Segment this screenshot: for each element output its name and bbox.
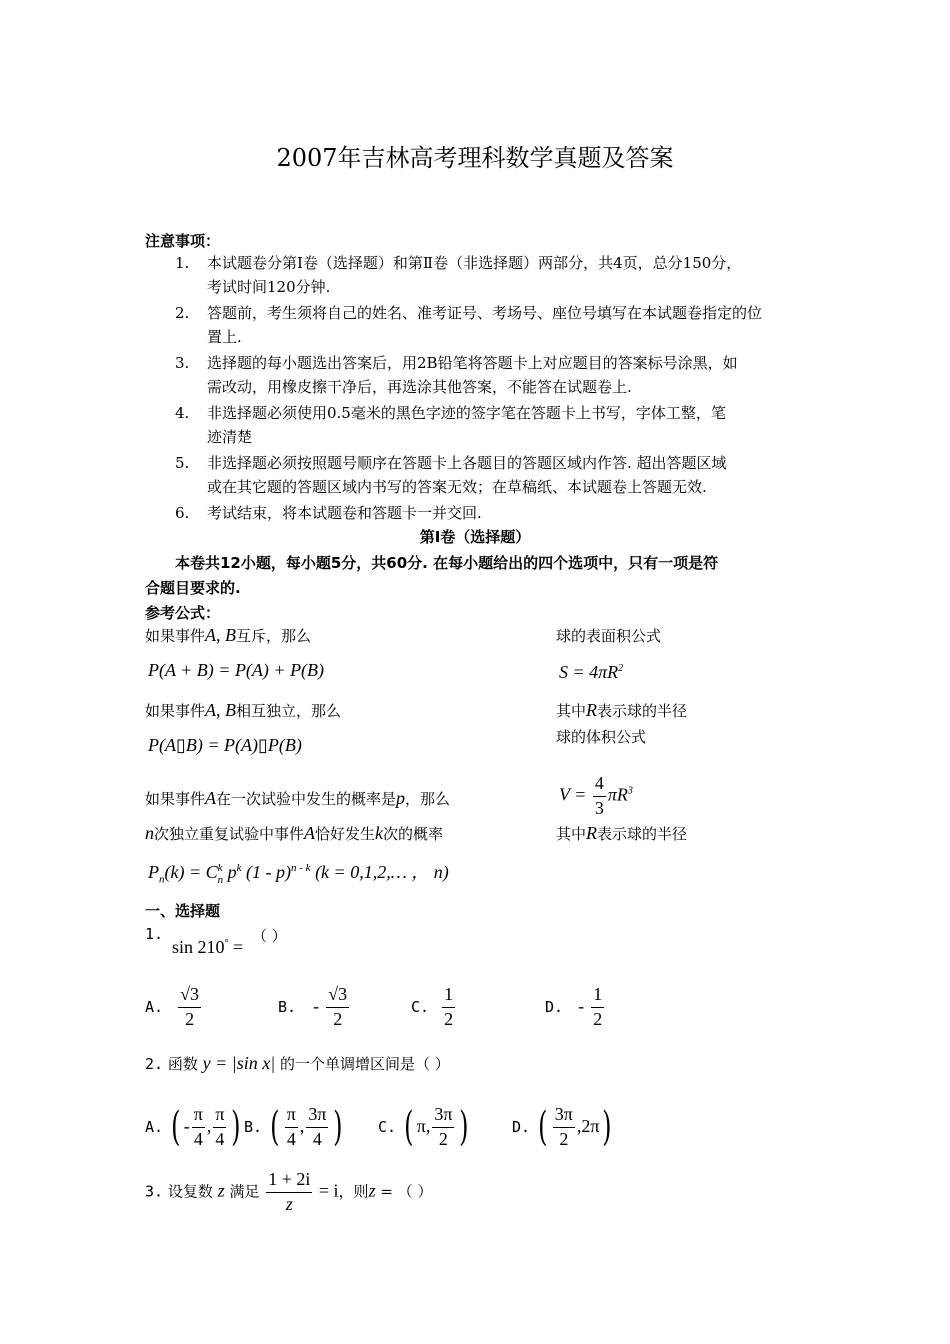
q1-option-b[interactable]: [278, 985, 351, 1030]
sphere-vol-fraction: [593, 774, 606, 819]
fraction-den: 4: [193, 1128, 203, 1149]
formulas-heading: 参考公式：: [145, 604, 221, 622]
fraction-num: π: [285, 1105, 298, 1128]
close-paren-icon: ): [459, 1104, 469, 1151]
binomial-sub-n2: n: [217, 873, 224, 886]
q2-option-a[interactable]: A. ( - $\frac{\pi}{4}$ , $\frac{\pi}{4}$ ): [145, 1104, 241, 1151]
option-label: C.: [378, 1117, 397, 1136]
notice-item-line2: 迹清楚: [207, 428, 253, 446]
q3-stem: [145, 1170, 432, 1215]
indep-text-b: 相互独立，那么: [236, 702, 342, 720]
notice-item-5: [175, 452, 815, 496]
notice-item-6: [175, 502, 815, 523]
q1-degree: °: [224, 938, 229, 949]
section-intro-line2: 合题目要求的.: [145, 579, 241, 597]
fraction-den: 4: [215, 1128, 225, 1149]
n-text-a: 次独立重复试验中事件: [154, 825, 305, 843]
q3-var-z2: z: [368, 1180, 376, 1201]
q3-text-c: ，则: [338, 1182, 369, 1201]
n-var: n: [145, 823, 154, 843]
indep-formula: P(A▯B) = P(A)▯P(B): [148, 735, 302, 755]
q1-eq: =: [228, 937, 244, 957]
close-paren-icon: ): [602, 1104, 612, 1151]
q3-text-d: = （ ）: [375, 1182, 433, 1201]
q2-number: 2.: [145, 1055, 164, 1073]
option-fraction-a: [192, 1105, 205, 1150]
q2-option-d[interactable]: [512, 1105, 615, 1150]
radius-note-b: 表示球的半径: [597, 702, 688, 720]
n-var-k: k: [375, 823, 384, 843]
open-paren-icon: (: [270, 1104, 280, 1151]
option-plain-b: ,2π: [576, 1115, 600, 1136]
q3-text-b: 满足: [229, 1182, 260, 1201]
notice-heading: 注意事项：: [145, 232, 221, 250]
close-paren-icon: ): [231, 1104, 241, 1151]
binomial-sup-nk: n - k: [291, 862, 311, 874]
q3-text-a: 设复数: [167, 1182, 213, 1201]
binomial-sup-k2: k: [236, 862, 242, 874]
notice-item-line1: 选择题的每小题选出答案后，用2B铅笔将答题卡上对应题目的答案标号涂黑，如: [207, 354, 738, 372]
indep-statement: [145, 700, 341, 721]
sphere-vol-rhs: πR: [607, 784, 628, 805]
radius-note: [556, 700, 687, 721]
trial-statement: [145, 788, 450, 809]
notice-item-number: 3.: [175, 354, 190, 372]
radius-note-a: 其中: [556, 702, 587, 720]
option-label: A.: [145, 1117, 164, 1136]
binomial-rest: (1 - p): [241, 862, 292, 882]
sphere-area-formula: [559, 662, 623, 683]
option-label: D.: [545, 997, 564, 1016]
notice-item-line1: 答题前，考生须将自己的姓名、准考证号、考场号、座位号填写在本试题卷指定的位: [207, 304, 763, 322]
option-sign: -: [578, 995, 585, 1016]
q2-option-c[interactable]: [378, 1105, 472, 1150]
notice-item-line1: 本试题卷分第Ⅰ卷（选择题）和第Ⅱ卷（非选择题）两部分，共4页，总分150分，: [207, 254, 742, 272]
q1-option-c[interactable]: [411, 985, 457, 1030]
option-fraction: [591, 985, 604, 1030]
binomial-formula: [148, 858, 449, 886]
q3-var-z: z: [217, 1180, 225, 1201]
q1-option-d[interactable]: [545, 985, 606, 1030]
close-paren-icon: ): [333, 1104, 343, 1151]
q2-option-b[interactable]: B. ( $\frac{\pi}{4}$ , $\frac{3\pi}{4}$ ): [244, 1104, 343, 1151]
notice-item-line2: 考试时间120分钟.: [207, 278, 331, 296]
option-label: D.: [512, 1117, 531, 1136]
open-paren-icon: (: [171, 1104, 181, 1151]
sphere-vol-label: 球的体积公式: [556, 728, 647, 746]
q2-text-b: 的一个单调增区间是（ ）: [279, 1055, 450, 1073]
binomial-p: P: [148, 862, 159, 882]
n-trials-statement: [145, 823, 443, 844]
notice-item-number: 6.: [175, 504, 190, 522]
fraction-num: √3: [178, 985, 201, 1008]
notice-item-line1: 考试结束，将本试题卷和答题卡一并交回.: [207, 504, 482, 522]
fraction-num: π: [213, 1105, 226, 1128]
fraction-den: 4: [312, 1128, 322, 1149]
notice-item-number: 4.: [175, 404, 190, 422]
q2-text-a: 函数: [167, 1055, 198, 1073]
sphere-vol-lhs: V =: [559, 784, 591, 805]
option-label: B.: [278, 997, 297, 1016]
q1-expr: sin 210: [172, 937, 225, 957]
indep-vars: A, B: [205, 700, 237, 720]
trial-text-b: 在一次试验中发生的概率是: [216, 790, 397, 808]
binomial-sub-n: n: [159, 873, 165, 886]
q1-expression: [172, 937, 243, 958]
fraction-num: 3π: [432, 1105, 454, 1128]
section-intro-line1: 本卷共12小题，每小题5分，共60分. 在每小题给出的四个选项中，只有一项是符: [175, 554, 719, 572]
mutex-vars: A, B: [205, 625, 237, 645]
sphere-area-sup: 2: [618, 663, 624, 674]
option-fraction-b: [432, 1105, 454, 1150]
section-heading: 第Ⅰ卷（选择题）: [419, 528, 531, 546]
page-title: 2007年吉林高考理科数学真题及答案: [276, 144, 674, 172]
mutex-statement: [145, 625, 311, 646]
fraction-num: π: [192, 1105, 205, 1128]
sphere-area-expr: S = 4πR: [559, 662, 619, 682]
fraction-num: 3π: [553, 1105, 575, 1128]
n-text-b: 恰好发生: [315, 825, 376, 843]
q1-option-a[interactable]: [145, 985, 203, 1030]
binomial-mid: (k) = C: [164, 862, 218, 882]
notice-item-number: 1.: [175, 254, 190, 272]
sphere-vol-num: 4: [593, 774, 606, 797]
radius-note2-a: 其中: [556, 825, 587, 843]
notice-item-line2: 或在其它题的答题区域内书写的答案无效；在草稿纸、本试题卷上答题无效.: [207, 478, 707, 496]
trial-text-a: 如果事件: [145, 790, 206, 808]
q3-fraction: [266, 1170, 312, 1215]
indep-text-a: 如果事件: [145, 702, 206, 720]
notice-item-line1: 非选择题必须使用0.5毫米的黑色字迹的签字笔在答题卡上书写，字体工整，笔: [207, 404, 726, 422]
fraction-den: 2: [444, 1008, 454, 1029]
q3-eq: = i: [314, 1180, 339, 1201]
open-paren-icon: (: [538, 1104, 548, 1151]
notice-item-3: [175, 352, 815, 396]
notice-item-2: [175, 302, 815, 346]
fraction-den: 2: [333, 1008, 343, 1029]
binomial-p2: p: [223, 862, 237, 882]
notice-item-line2: 需改动，用橡皮擦干净后，再选涂其他答案，不能答在试题卷上.: [207, 378, 632, 396]
q3-number: 3.: [145, 1182, 164, 1201]
option-label: B.: [244, 1117, 263, 1136]
trial-text-c: ，那么: [405, 790, 451, 808]
fraction-den: 2: [438, 1128, 448, 1149]
option-fraction: [326, 985, 349, 1030]
fraction-num: √3: [326, 985, 349, 1008]
binomial-sup-k: k: [217, 861, 223, 874]
mutex-text-b: 互斥，那么: [236, 627, 312, 645]
sphere-area-label: 球的表面积公式: [556, 627, 662, 645]
fraction-den: 2: [593, 1008, 603, 1029]
notice-item-line1: 非选择题必须按照题号顺序在答题卡上各题目的答题区域内作答. 超出答题区域: [207, 454, 727, 472]
fraction-num: 1 + 2i: [266, 1170, 312, 1193]
q2-stem: [145, 1053, 450, 1074]
binomial-tail: (k = 0,1,2,… ， n): [310, 862, 449, 882]
notice-item-4: [175, 402, 815, 446]
fraction-den: z: [285, 1193, 293, 1214]
notice-item-number: 2.: [175, 304, 190, 322]
notice-item-1: [175, 252, 815, 296]
notice-item-number: 5.: [175, 454, 190, 472]
radius-var2: R: [586, 823, 598, 843]
fraction-num: 3π: [306, 1105, 328, 1128]
notice-item-line2: 置上.: [207, 328, 242, 346]
option-sign: -: [313, 995, 320, 1016]
option-label: C.: [411, 997, 430, 1016]
fraction-den: 2: [185, 1008, 195, 1029]
sphere-vol-formula: [559, 774, 633, 819]
n-text-c: 次的概率: [383, 825, 444, 843]
q2-expr: y = |sin x|: [202, 1053, 276, 1073]
q1-number: 1.: [145, 925, 164, 943]
option-sign: -: [183, 1115, 190, 1136]
mutex-text-a: 如果事件: [145, 627, 206, 645]
radius-var: R: [586, 700, 598, 720]
option-fraction-a: [285, 1105, 298, 1150]
mutex-formula: P(A + B) = P(A) + P(B): [148, 660, 325, 680]
sphere-vol-sup: 3: [627, 785, 633, 797]
sphere-vol-den: 3: [594, 797, 604, 818]
trial-var-a: A: [205, 788, 217, 808]
option-fraction-a: [553, 1105, 575, 1150]
radius-note2-b: 表示球的半径: [597, 825, 688, 843]
radius-note-2: [556, 823, 687, 844]
open-paren-icon: (: [404, 1104, 414, 1151]
option-fraction-b: [306, 1105, 328, 1150]
trial-var-p: p: [396, 788, 406, 808]
option-fraction-b: [213, 1105, 226, 1150]
choice-heading: 一、选择题: [145, 902, 221, 920]
fraction-den: 4: [286, 1128, 296, 1149]
n-var-a: A: [304, 823, 316, 843]
option-label: A.: [145, 997, 164, 1016]
option-plain-a: π,: [416, 1115, 431, 1136]
option-fraction: [178, 985, 201, 1030]
option-fraction: [442, 985, 455, 1030]
fraction-den: 2: [559, 1128, 569, 1149]
fraction-num: 1: [591, 985, 604, 1008]
q1-blank: （ ）: [252, 927, 287, 945]
fraction-num: 1: [442, 985, 455, 1008]
